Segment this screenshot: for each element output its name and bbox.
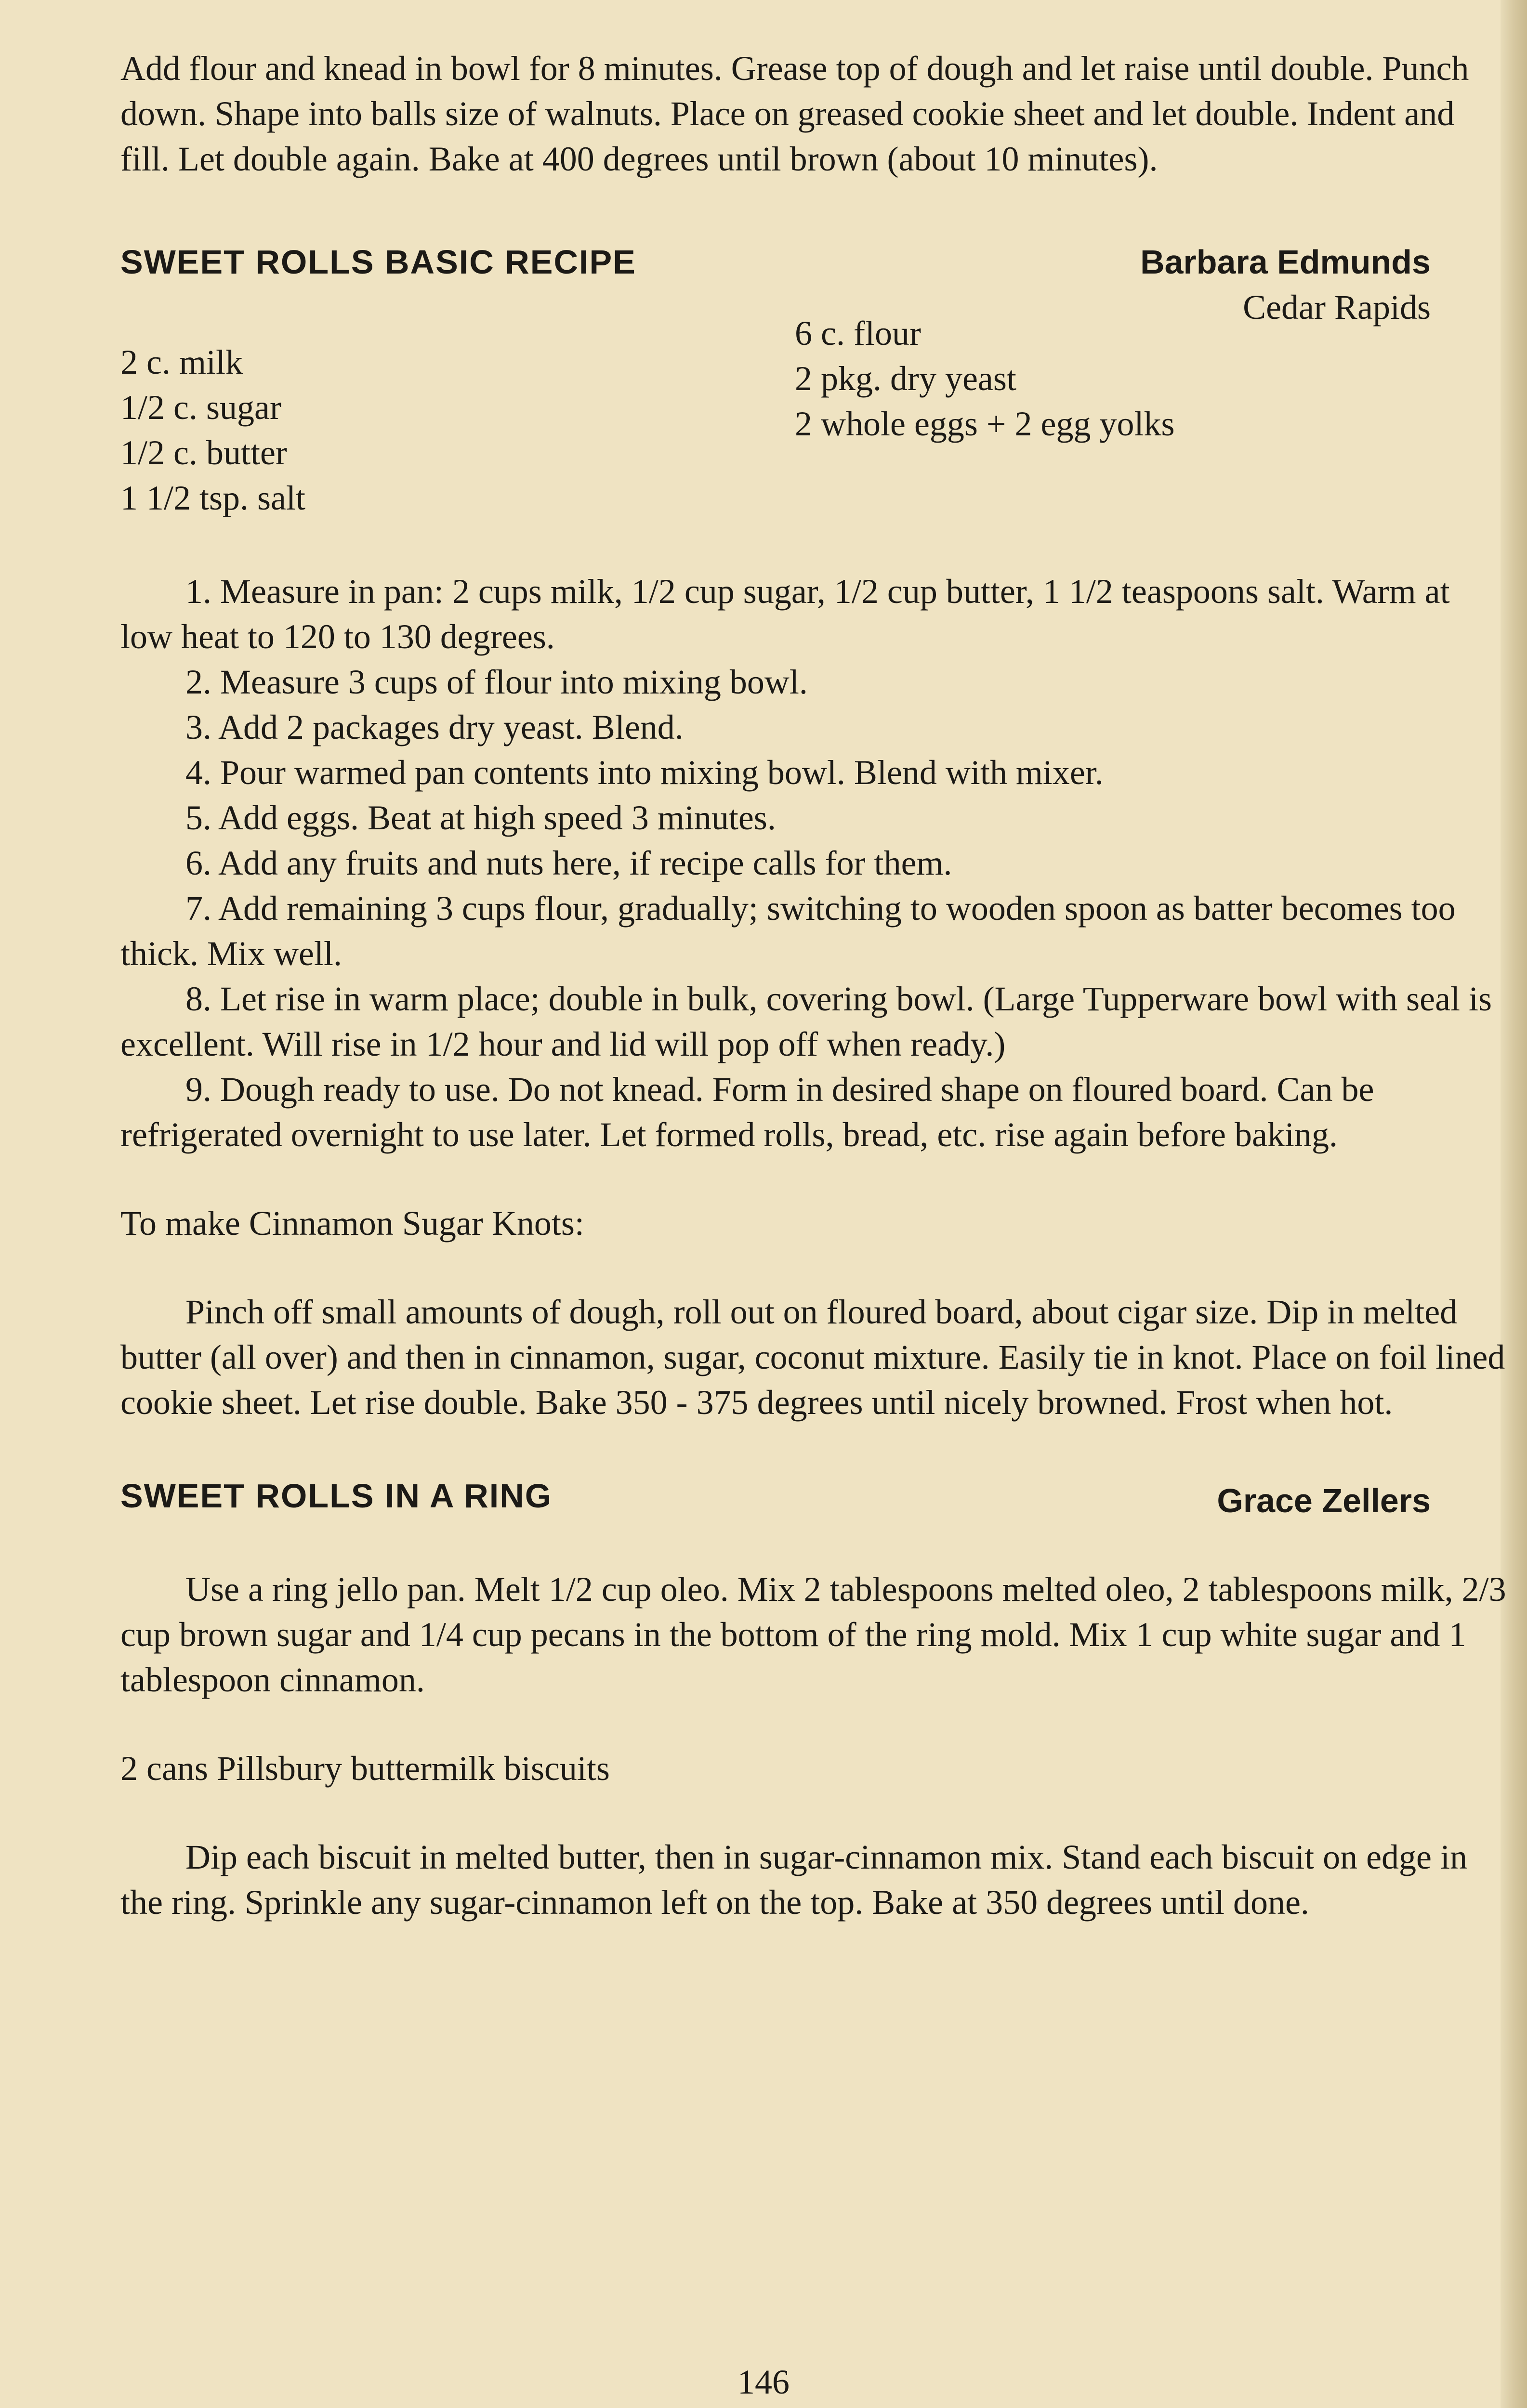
intro-paragraph: Add flour and knead in bowl for 8 minutes. Grease top of dough and let raise until double. Punch down. Shape into balls size of walnuts. Place on greased cookie sheet and let double. Indent and fill. Let double again. Bake at 400 degrees until brown (about 10 minutes).: [120, 49, 1469, 178]
step-item: 9. Dough ready to use. Do not knead. Form in desired shape on floured board. Can be refrigerated overnight to use later. Let formed rolls, bread, etc. rise again before baking.: [120, 1070, 1374, 1154]
recipe1-steps: [120, 569, 1508, 1157]
ingredient-item: 2 c. milk: [120, 343, 243, 381]
page-content: [120, 46, 1508, 1925]
page-number: 146: [737, 2363, 790, 2401]
step-item: 3. Add 2 packages dry yeast. Blend.: [185, 708, 684, 746]
knots-paragraph: Pinch off small amounts of dough, roll out on floured board, about cigar size. Dip in melted butter (all over) and then in cinnamon, sugar, coconut mixture. Easily tie in knot. Place on foil lined cookie sheet. Let rise double. Bake 350 - 375 degrees until nicely browned. Frost when hot.: [120, 1293, 1505, 1422]
ingredient-item: 1 1/2 tsp. salt: [120, 479, 306, 517]
ingredient-item: 2 whole eggs + 2 egg yolks: [795, 405, 1175, 443]
recipe1-title: SWEET ROLLS BASIC RECIPE: [120, 243, 636, 281]
step-item: 2. Measure 3 cups of flour into mixing bowl.: [185, 663, 808, 701]
ingredient-item: 6 c. flour: [795, 314, 921, 353]
recipe2-author-block: [1217, 1473, 1431, 1523]
recipe1-ingredients: [120, 314, 1508, 521]
ingredient-item: 2 pkg. dry yeast: [795, 359, 1016, 398]
recipe2-ingredient: 2 cans Pillsbury buttermilk biscuits: [120, 1749, 610, 1788]
recipe1-author: Barbara Edmunds: [1140, 243, 1431, 281]
ingredient-item: 1/2 c. sugar: [120, 388, 281, 427]
recipe1-location: Cedar Rapids: [1243, 288, 1431, 327]
recipe2-title: SWEET ROLLS IN A RING: [120, 1477, 553, 1515]
ingredients-right-column: [795, 311, 1469, 521]
step-item: 8. Let rise in warm place; double in bulk, covering bowl. (Large Tupperware bowl with seal is excellent. Will rise in 1/2 hour and lid will pop off when ready.): [120, 980, 1492, 1063]
step-item: 7. Add remaining 3 cups flour, gradually; switching to wooden spoon as batter becomes too thick. Mix well.: [120, 889, 1456, 973]
ingredient-item: 1/2 c. butter: [120, 433, 287, 472]
recipe2-paragraph-2: Dip each biscuit in melted butter, then in sugar-cinnamon mix. Stand each biscuit on edge in the ring. Sprinkle any sugar-cinnamon left on the top. Bake at 350 degrees until done.: [120, 1838, 1468, 1922]
step-item: 6. Add any fruits and nuts here, if recipe calls for them.: [185, 844, 952, 882]
recipe2-paragraph-1: Use a ring jello pan. Melt 1/2 cup oleo. Mix 2 tablespoons melted oleo, 2 tablespoons milk, 2/3 cup brown sugar and 1/4 cup pecans in the bottom of the ring mold. Mix 1 cup white sugar and 1 tablespoon cinnamon.: [120, 1570, 1506, 1699]
ingredients-left-column: [120, 340, 795, 521]
step-item: 1. Measure in pan: 2 cups milk, 1/2 cup sugar, 1/2 cup butter, 1 1/2 teaspoons salt. Warm at low heat to 120 to 130 degrees.: [120, 572, 1450, 656]
knots-heading: To make Cinnamon Sugar Knots:: [120, 1204, 584, 1243]
recipe2-header: [120, 1473, 1431, 1523]
step-item: 4. Pour warmed pan contents into mixing bowl. Blend with mixer.: [185, 753, 1104, 792]
recipe2-author: Grace Zellers: [1217, 1482, 1431, 1519]
step-item: 5. Add eggs. Beat at high speed 3 minutes.: [185, 798, 776, 837]
